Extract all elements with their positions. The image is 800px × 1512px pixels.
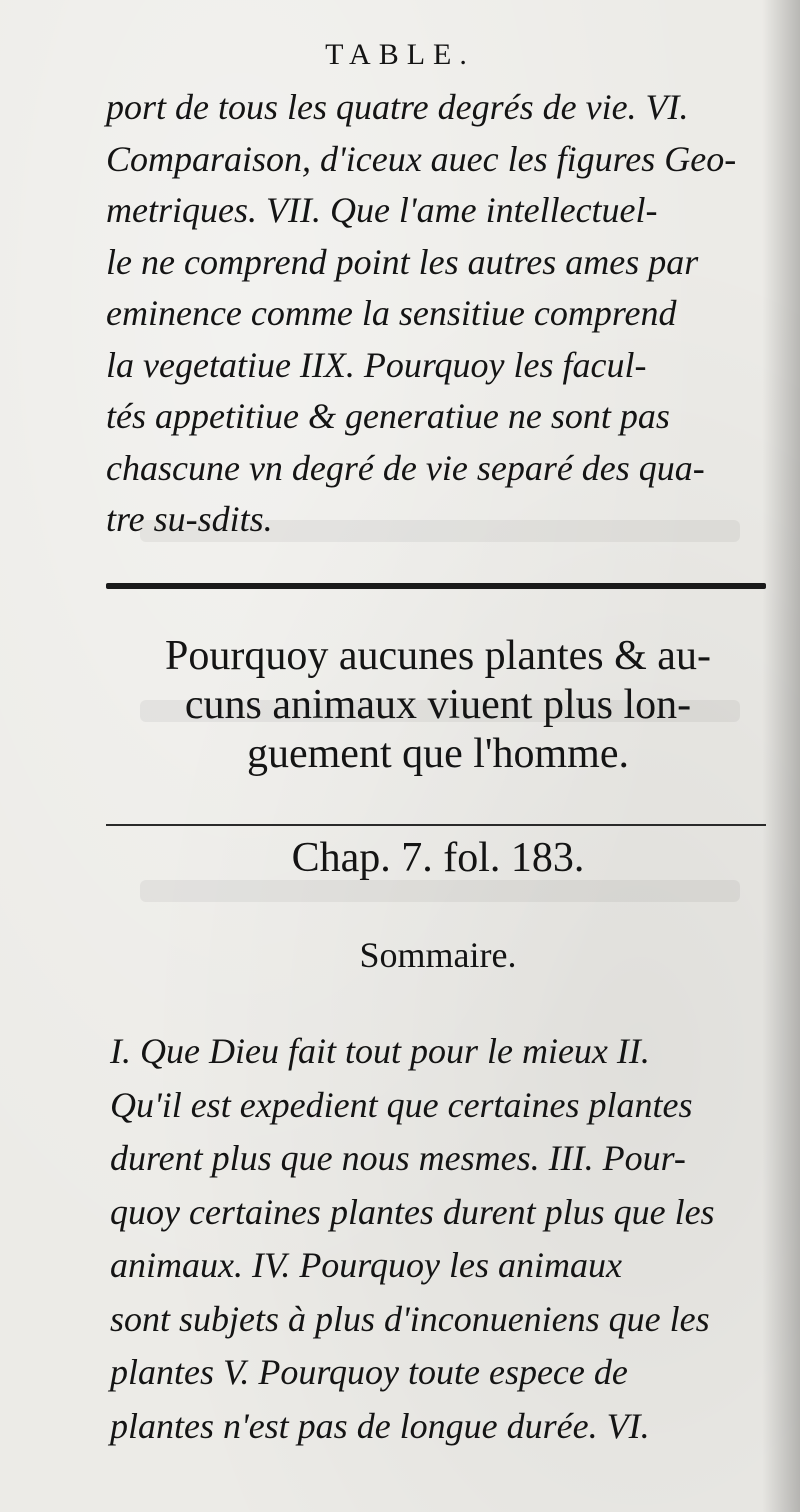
text-line: animaux. IV. Pourquoy les animaux — [110, 1245, 622, 1285]
text-line: I. Que Dieu fait tout pour le mieux II. — [110, 1031, 650, 1071]
chapter-title-line: Pourquoy aucunes plantes & au- — [165, 633, 711, 679]
chapter-reference: Chap. 7. fol. 183. — [291, 835, 585, 881]
text-line: eminence comme la sensitiue comprend — [106, 293, 677, 333]
top-paragraph — [106, 82, 770, 546]
text-line: tre su-sdits. — [106, 499, 273, 539]
chapter-title — [106, 632, 770, 779]
text-line: durent plus que nous mesmes. III. Pour- — [110, 1138, 686, 1178]
running-head: TABLE. — [325, 38, 475, 71]
text-line: metriques. VII. Que l'ame intellectuel- — [106, 190, 658, 230]
text-line: chascune vn degré de vie separé des qua- — [106, 447, 705, 488]
summary-heading: Sommaire. — [359, 935, 517, 975]
chapter-divider — [106, 824, 766, 826]
text-line: sont subjets à plus d'inconueniens que les — [110, 1298, 710, 1339]
chapter-title-line: guement que l'homme. — [247, 731, 629, 777]
chapter-title-line: cuns animaux viuent plus lon- — [184, 682, 692, 728]
text-line: le ne comprend point les autres ames par — [106, 241, 699, 282]
summary-paragraph — [110, 1025, 774, 1453]
text-line: plantes n'est pas de longue durée. VI. — [110, 1405, 650, 1446]
text-line: quoy certaines plantes durent plus que les — [110, 1191, 715, 1232]
section-divider — [106, 583, 766, 589]
text-line: plantes V. Pourquoy toute espece de — [110, 1352, 628, 1392]
text-line: port de tous les quatre degrés de vie. VI. — [106, 87, 689, 127]
text-line: tés appetitiue & generatiue ne sont pas — [106, 396, 670, 436]
text-line: la vegetatiue IIX. Pourquoy les facul- — [106, 344, 647, 385]
text-line: Qu'il est expedient que certaines plantes — [110, 1084, 693, 1125]
text-line: Comparaison, d'iceux auec les figures Geo- — [106, 138, 737, 179]
